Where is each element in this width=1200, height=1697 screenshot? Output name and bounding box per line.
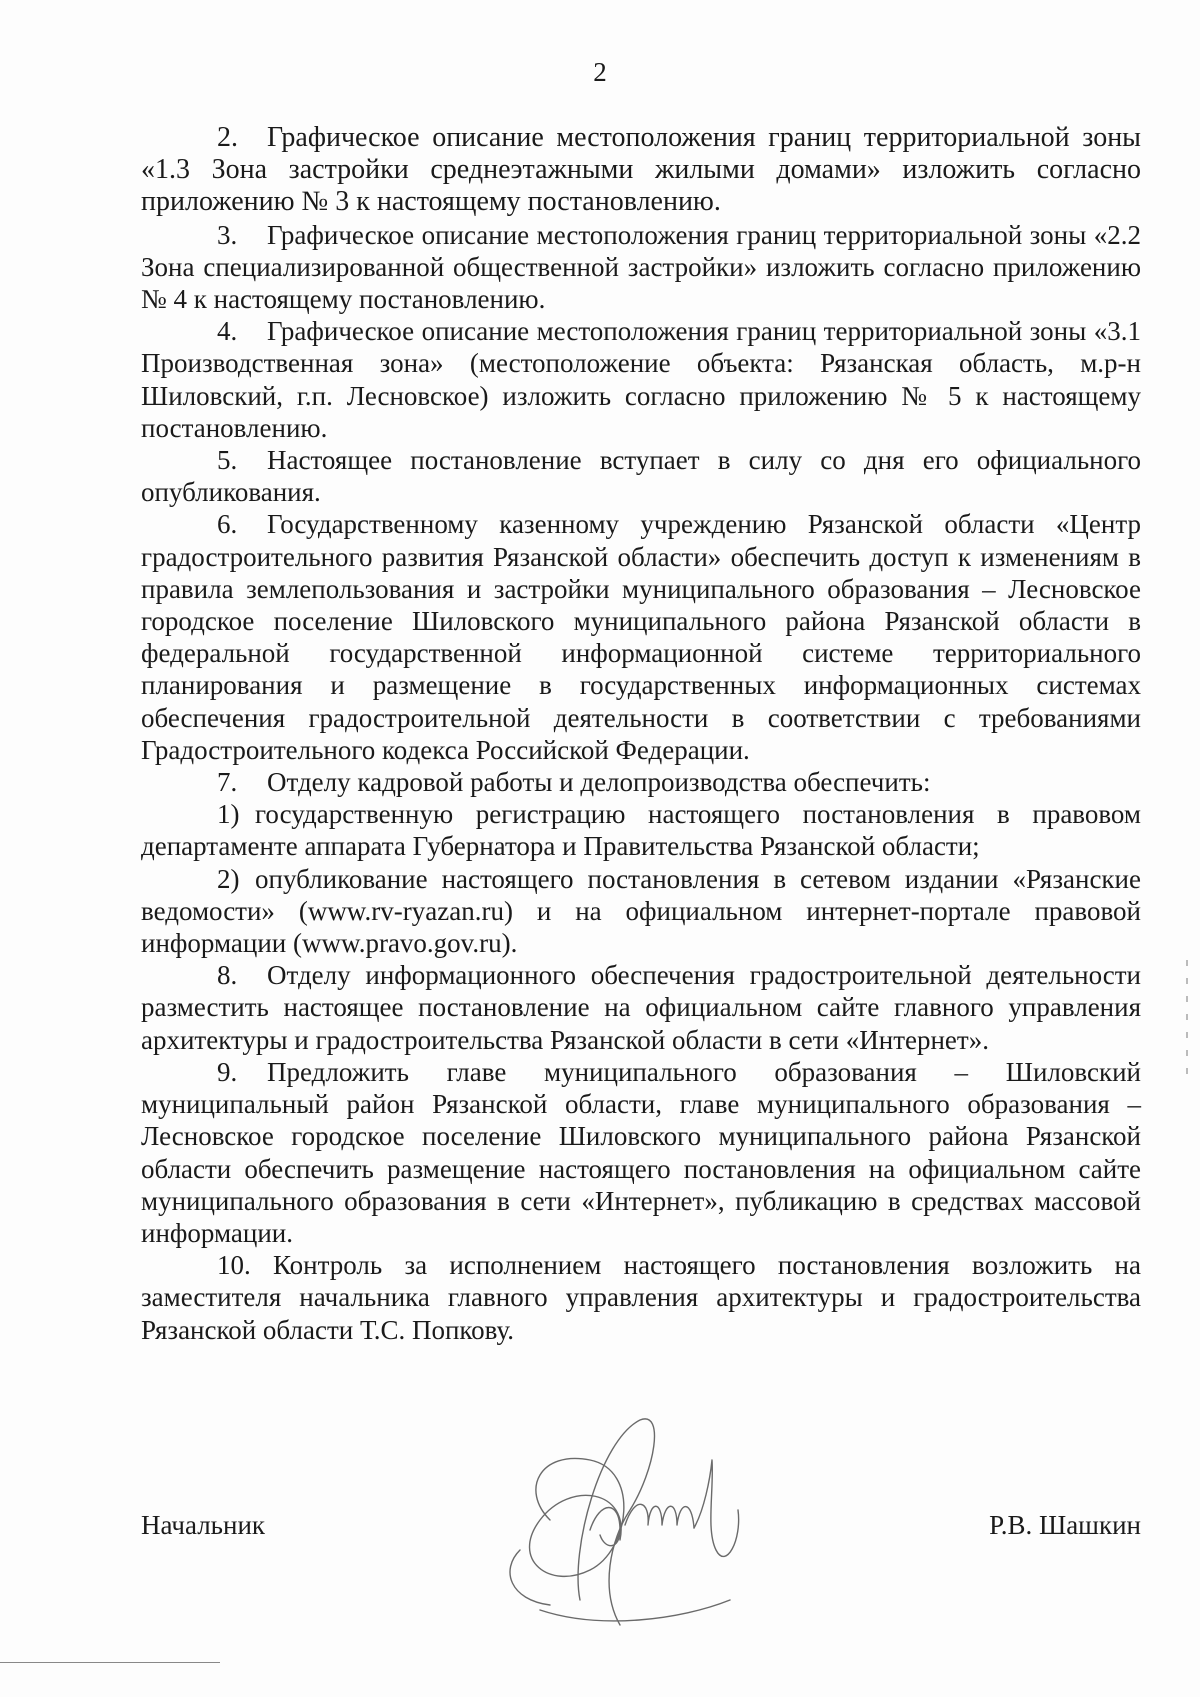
subparagraph-2 xyxy=(141,863,1141,960)
signatory-title: Начальник xyxy=(141,1510,266,1540)
paragraph-10 xyxy=(141,1249,1141,1346)
paragraph-text: государственную регистрацию настоящего постановления в правовом департаменте аппарата Губернатора и Правительства Рязанской области; xyxy=(141,799,1141,862)
paragraph-number: 9. xyxy=(217,1056,238,1087)
document-body xyxy=(141,122,1141,1346)
paragraph-number: 1) xyxy=(217,799,240,830)
paragraph-text: Графическое описание местоположения границ территориальной зоны «3.1 Производственная зона» (местоположение объекта: Рязанская область, м.р-н Шиловский, г.п. Лесновское) изложить согласно приложению № 5 к настоящему постановлению. xyxy=(141,316,1141,443)
paragraph-text: опубликование настоящего постановления в сетевом издании «Рязанские ведомости» (www.rv-ryazan.ru) и на официальном интернет-портале правовой информации (www.pravo.gov.ru). xyxy=(141,863,1141,959)
paragraph-4 xyxy=(141,315,1141,444)
footer-rule xyxy=(0,1662,220,1663)
paragraph-number: 7. xyxy=(217,767,238,798)
subparagraph-1 xyxy=(141,798,1141,862)
signature-block xyxy=(141,1510,1141,1550)
paragraph-text: Контроль за исполнением настоящего постановления возложить на заместителя начальника главного управления архитектуры и градостроительства Рязанской области Т.С. Попкову. xyxy=(141,1250,1141,1345)
paragraph-number: 3. xyxy=(217,219,238,250)
scan-edge-marks xyxy=(1186,960,1188,1080)
paragraph-5 xyxy=(141,444,1141,508)
paragraph-6 xyxy=(141,508,1141,766)
paragraph-3 xyxy=(141,219,1141,316)
paragraph-number: 10. xyxy=(217,1250,251,1281)
paragraph-text: Графическое описание местоположения границ территориальной зоны «2.2 Зона специализированной общественной застройки» изложить согласно приложению № 4 к настоящему постановлению. xyxy=(141,219,1141,315)
paragraph-number: 6. xyxy=(217,509,238,540)
paragraph-text: Отделу кадровой работы и делопроизводства обеспечить: xyxy=(267,767,931,798)
paragraph-number: 8. xyxy=(217,960,238,991)
paragraph-text: Отделу информационного обеспечения градостроительной деятельности разместить настоящее постановление на официальном сайте главного управления архитектуры и градостроительства Рязанской области в сети «Интернет». xyxy=(141,960,1141,1055)
paragraph-7 xyxy=(141,766,1141,798)
paragraph-number: 5. xyxy=(217,445,238,476)
paragraph-9 xyxy=(141,1056,1141,1249)
paragraph-8 xyxy=(141,959,1141,1056)
paragraph-number: 4. xyxy=(217,316,238,347)
paragraph-number: 2) xyxy=(217,863,240,894)
paragraph-number: 2. xyxy=(217,122,238,153)
paragraph-2 xyxy=(141,122,1141,219)
paragraph-text: Настоящее постановление вступает в силу со дня его официального опубликования. xyxy=(141,445,1141,508)
page-number: 2 xyxy=(593,57,607,87)
paragraph-text: Государственному казенному учреждению Рязанской области «Центр градостроительного развития Рязанской области» обеспечить доступ к изменениям в правила землепользования и застройки муниципального образования – Лесновское городское поселение Шиловского муниципального района Рязанской области в федеральной государственной информационной системе территориального планирования и размещение в государственных информационных системах обеспечения градостроительной деятельности в соответствии с требованиями Градостроительного кодекса Российской Федерации. xyxy=(141,509,1141,765)
signatory-name: Р.В. Шашкин xyxy=(989,1510,1141,1540)
paragraph-text: Графическое описание местоположения границ территориальной зоны «1.3 Зона застройки среднеэтажными жилыми домами» изложить согласно приложению № 3 к настоящему постановлению. xyxy=(141,122,1141,218)
paragraph-text: Предложить главе муниципального образования – Шиловский муниципальный район Рязанской области, главе муниципального образования – Лесновское городское поселение Шиловского муниципального района Рязанской области обеспечить размещение настоящего постановления на официальном сайте муниципального образования в сети «Интернет», публикацию в средствах массовой информации. xyxy=(141,1056,1141,1248)
